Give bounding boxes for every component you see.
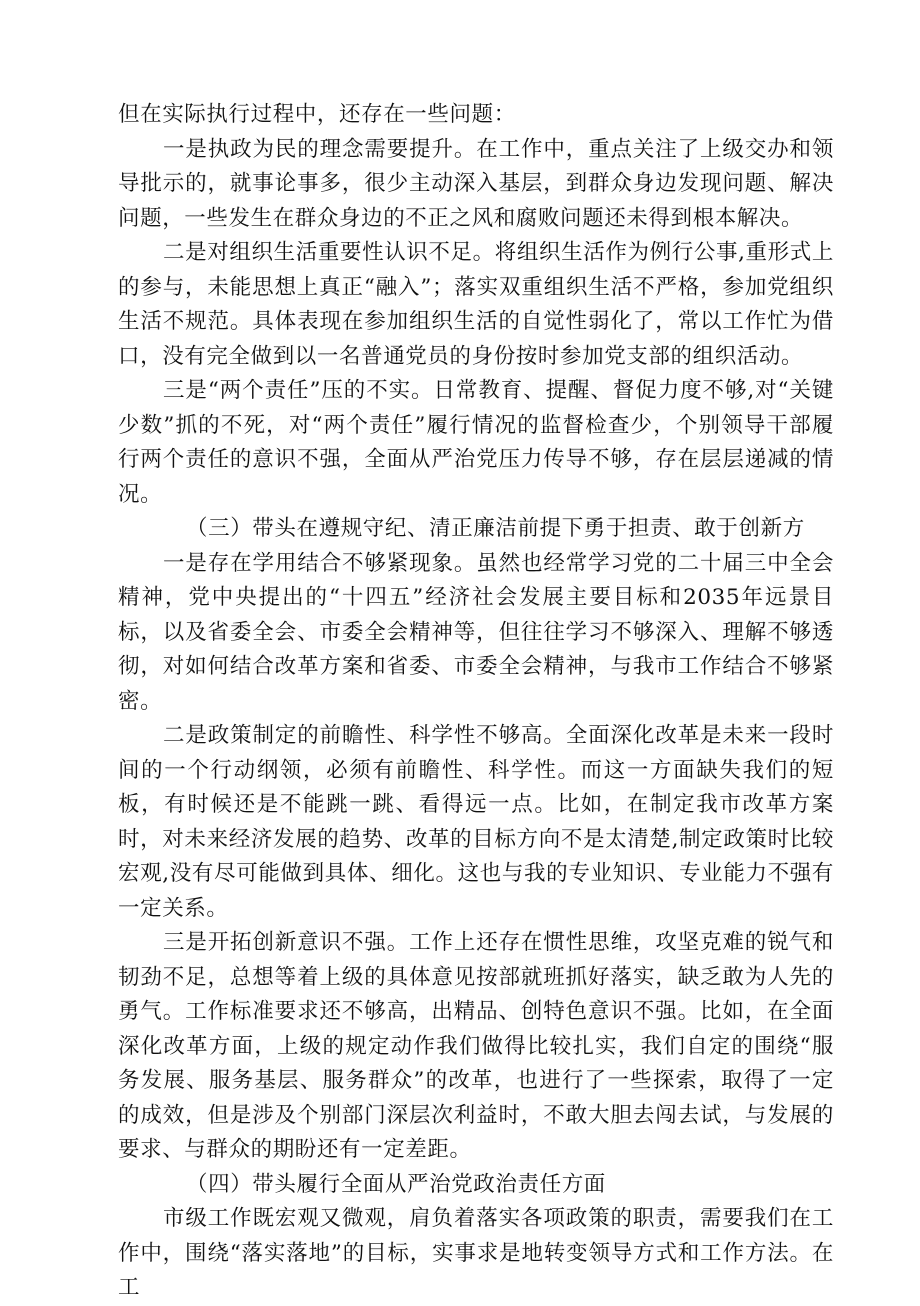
section-heading-4: （四）带头履行全面从严治党政治责任方面 <box>186 1171 606 1197</box>
paragraph-point-1: 一是执政为民的理念需要提升。在工作中，重点关注了上级交办和领导批示的，就事论事多，很少主动深入基层，到群众身边发现问题、解决问题，一些发生在群众身边的不正之风和腐败问题还未得到根本解决。 <box>118 136 834 231</box>
paragraph-section4-body: 市级工作既宏观又微观，肩负着落实各项政策的职责，需要我们在工作中，围绕“落实落地”的目标，实事求是地转变领导方式和工作方法。在工 <box>118 1206 834 1300</box>
document-body <box>118 98 834 1306</box>
paragraph-section3-point-1: 一是存在学用结合不够紧现象。虽然也经常学习党的二十届三中全会精神，党中央提出的“十四五”经济社会发展主要目标和2035年远景目标，以及省委全会、市委全会精神等，但往往学习不够深入、理解不够透彻，对如何结合改革方案和省委、市委全会精神，与我市工作结合不够紧密。 <box>118 550 834 714</box>
section-heading-3: （三）带头在遵规守纪、清正廉洁前提下勇于担责、敢于创新方 <box>186 516 805 541</box>
paragraph-intro: 但在实际执行过程中，还存在一些问题： <box>118 102 516 127</box>
paragraph-point-3: 三是“两个责任”压的不实。日常教育、提醒、督促力度不够,对“关键少数”抓的不死，对“两个责任”履行情况的监督检查少，个别领导干部履行两个责任的意识不强，全面从严治党压力传导不够，存在层层递减的情况。 <box>118 378 834 507</box>
paragraph-section3-point-3: 三是开拓创新意识不强。工作上还存在惯性思维，攻坚克难的锐气和韧劲不足，总想等着上级的具体意见按部就班抓好落实，缺乏敢为人先的勇气。工作标准要求还不够高，出精品、创特色意识不强。比如，在全面深化改革方面，上级的规定动作我们做得比较扎实，我们自定的围绕“服务发展、服务基层、服务群众”的改革，也进行了一些探索，取得了一定的成效，但是涉及个别部门深层次利益时，不敢大胆去闯去试，与发展的要求、与群众的期盼还有一定差距。 <box>118 930 834 1162</box>
paragraph-section3-point-2: 二是政策制定的前瞻性、科学性不够高。全面深化改革是未来一段时间的一个行动纲领，必须有前瞻性、科学性。而这一方面缺失我们的短板，有时候还是不能跳一跳、看得远一点。比如，在制定我市改革方案时，对未来经济发展的趋势、改革的目标方向不是太清楚,制定政策时比较宏观,没有尽可能做到具体、细化。这也与我的专业知识、专业能力不强有一定关系。 <box>118 723 834 921</box>
paragraph-point-2: 二是对组织生活重要性认识不足。将组织生活作为例行公事,重形式上的参与，未能思想上真正“融入”；落实双重组织生活不严格，参加党组织生活不规范。具体表现在参加组织生活的自觉性弱化了，常以工作忙为借口，没有完全做到以一名普通党员的身份按时参加党支部的组织活动。 <box>118 240 834 369</box>
